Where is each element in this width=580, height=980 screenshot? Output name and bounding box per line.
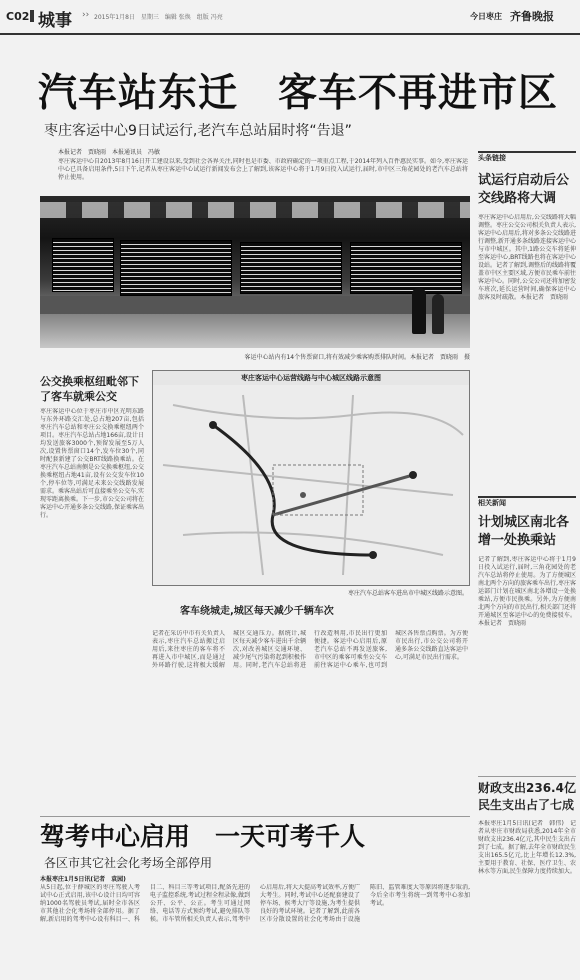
bottom-byline: 本报枣庄1月5日讯(记者 袁园) xyxy=(40,876,126,883)
lead-photo xyxy=(40,196,470,348)
section-name: 城事 xyxy=(38,11,72,31)
sidebar-mid-headline: 计划城区南北各增一处换乘站 xyxy=(478,515,570,548)
sidebar-top-headline: 试运行启动后公交线路将大调 xyxy=(478,173,570,206)
sidebar-bottom-body: 本报枣庄1月5日讯(记者 韩伟) 记者从枣庄市财政局获悉,2014年全市财政支出236.4亿元,其中民生支出占到了七成。据了解,去年全市财政民生支出165.5亿元,比上年增长12.3%,主要用于教育、社保、医疗卫生、农林水等方面,民生保障力度持续加大。 xyxy=(478,820,576,875)
sidebar-bottom-rule xyxy=(478,776,576,777)
map-title: 枣庄客运中心运营线路与中心城区线路示意图 xyxy=(241,374,381,382)
lead-photo-caption: 客运中心站内有14个售票窗口,将有效减少乘客购票排队时间。本报记者 贾晓雨 摄 xyxy=(244,354,470,361)
lead-byline: 本报记者 贾晓雨 本报通讯员 冯敏 xyxy=(58,149,161,156)
bottom-body: 从5日起,位于薛城区的枣庄驾驶人考试中心正式启用,该中心设计日均可容纳1000名驾驶员考试,届时全市各区市其他社会化考场将全部停用。据了解,新启用的驾考中心设有科目一、科目二、科目三等考试项目,配备先进的电子监控系统,考试过程全程录像,做到公开、公平、公正。考生可通过网络、电话等方式预约考试,避免排队等候。市车管所相关负责人表示,驾考中心启用后,将大大提高考试效率,方便广大考生。同时,考试中心还配套建设了停车场、候考大厅等设施,为考生提供良好的考试环境。记者了解到,此前各区市分散设置的社会化考场由于设施陈旧、监管难度大等原因将逐步取消,今后全市考生将统一到驾考中心参加考试。 xyxy=(40,884,470,923)
sidebar-bottom-headline: 财政支出236.4亿民生支出占了七成 xyxy=(478,781,576,812)
display-board xyxy=(120,240,232,296)
person-figure xyxy=(432,294,444,334)
bottom-headline: 驾考中心启用 一天可考千人 xyxy=(40,822,366,851)
map-caption: 枣庄汽车总站客车进出市中城区线路示意图。 xyxy=(347,590,468,597)
lead-subhead: 枣庄客运中心9日试运行,老汽车总站届时将“告退” xyxy=(44,123,352,139)
date-line: 2015年1月8日 星期三 编辑 张焕 组版 冯亮 xyxy=(94,14,223,21)
section-badge-icon xyxy=(30,10,34,22)
bottom-rule xyxy=(40,816,470,817)
map-graphic xyxy=(153,385,469,585)
sidebar-top-tag: 头条链接 xyxy=(478,154,506,162)
masthead-rule xyxy=(0,33,580,35)
page-number: C02 xyxy=(6,10,30,23)
route-map xyxy=(152,370,470,586)
ticket-counter xyxy=(40,296,470,314)
display-board xyxy=(52,238,114,292)
brand-logo: 齐鲁晚报 xyxy=(510,10,554,23)
sidebar-mid-tag: 相关新闻 xyxy=(478,499,506,507)
masthead xyxy=(0,0,580,34)
transfer-headline: 公交换乘枢纽毗邻下了客车就乘公交 xyxy=(40,375,139,403)
sidebar-top-body: 枣庄客运中心启用后,公交线路将大幅调整。枣庄公交公司相关负责人表示,客运中心启用后,将对多条公交线路进行调整,新开通多条线路连接客运中心与市中城区。其中,1路公交车将延伸至客运中心,BRT线路也将在客运中心设站。记者了解到,调整后的线路将覆盖市中区主要区域,方便市民乘车前往客运中心。同时,公交公司还将加密发车班次,延长运营时间,确保客运中心旅客及时疏散。本报记者 贾晓雨 xyxy=(478,214,576,301)
transfer-body: 枣庄客运中心位于枣庄市中区光明东路与东外环路交汇处,总占地207亩,包括枣庄汽车总站和枣庄公交换乘枢纽两个项目。枣庄汽车总站占地166亩,设计日均发送旅客3000个,预留发展至5万人次,设置售票窗口14个,发车位30个,同时配套新建了公交BRT线路换乘站。在枣庄汽车总站南侧是公交换乘枢纽,公交换乘枢纽占地41亩,设有公交发车位10个,停车位等,可满足未来公交线路发展需求。乘客出站后可直接乘坐公交车,实现零距离换乘。下一步,市公交公司将在客运中心开通多条公交线路,保证乘客出行。 xyxy=(40,408,144,519)
traffic-body: 记者在采访中市有关负责人表示,枣庄汽车总站搬迁启用后,来往枣庄的客车将不再进入市中城区,而是通过外环路行驶,这将极大缓解城区交通压力。据统计,城区每天减少客车进出千余辆次,对改善城区交通环境、减少尾气污染将起到积极作用。同时,老汽车总站将进行改造利用,市民出行更加便捷。客运中心启用后,原老汽车总站不再发送旅客,市中区的乘客可乘坐公交车前往客运中心乘车,也可到城区各售票点购票。为方便市民出行,市公交公司将开通多条公交线路直达客运中心,可满足市民出行需求。 xyxy=(152,630,468,669)
double-chevron-icon: ›› xyxy=(82,10,90,20)
person-figure xyxy=(412,288,426,334)
bottom-subhead: 各区市其它社会化考场全部停用 xyxy=(44,856,213,870)
lead-intro: 枣庄客运中心自2013年8月16日开工建设以来,受到社会各界关注,同时也是市委、市政府确定的一项重点工程,于2014年列入百件惠民实事。如今,枣庄客运中心已具备启用条件,5日下午,记者从枣庄客运中心试运行新闻发布会上了解到,该客运中心将于1月9日投入试运行,届时,市中区三角花园处的老汽车总站将停止使用。 xyxy=(58,158,468,181)
lead-headline: 汽车站东迁 客车不再进市区 xyxy=(38,71,559,116)
display-board xyxy=(240,242,342,294)
brand-text: 今日枣庄 xyxy=(470,12,502,21)
traffic-headline: 客车绕城走,城区每天减少千辆车次 xyxy=(180,606,334,617)
display-board xyxy=(350,242,462,294)
ceiling-lights xyxy=(40,202,470,218)
sidebar-mid-body: 记者了解到,枣庄客运中心将于1月9日投入试运行,届时,三角花园处的老汽车总站将停止使用。为了方便城区南北两个方向的旅客乘车出行,枣庄客运部门计划在城区南北各增设一处换乘站,方便市民换乘。另外,为方便南北两个方向的市民出行,相关部门还将开通城区至客运中心的免费接驳车。本报记者 贾晓雨 xyxy=(478,556,576,627)
